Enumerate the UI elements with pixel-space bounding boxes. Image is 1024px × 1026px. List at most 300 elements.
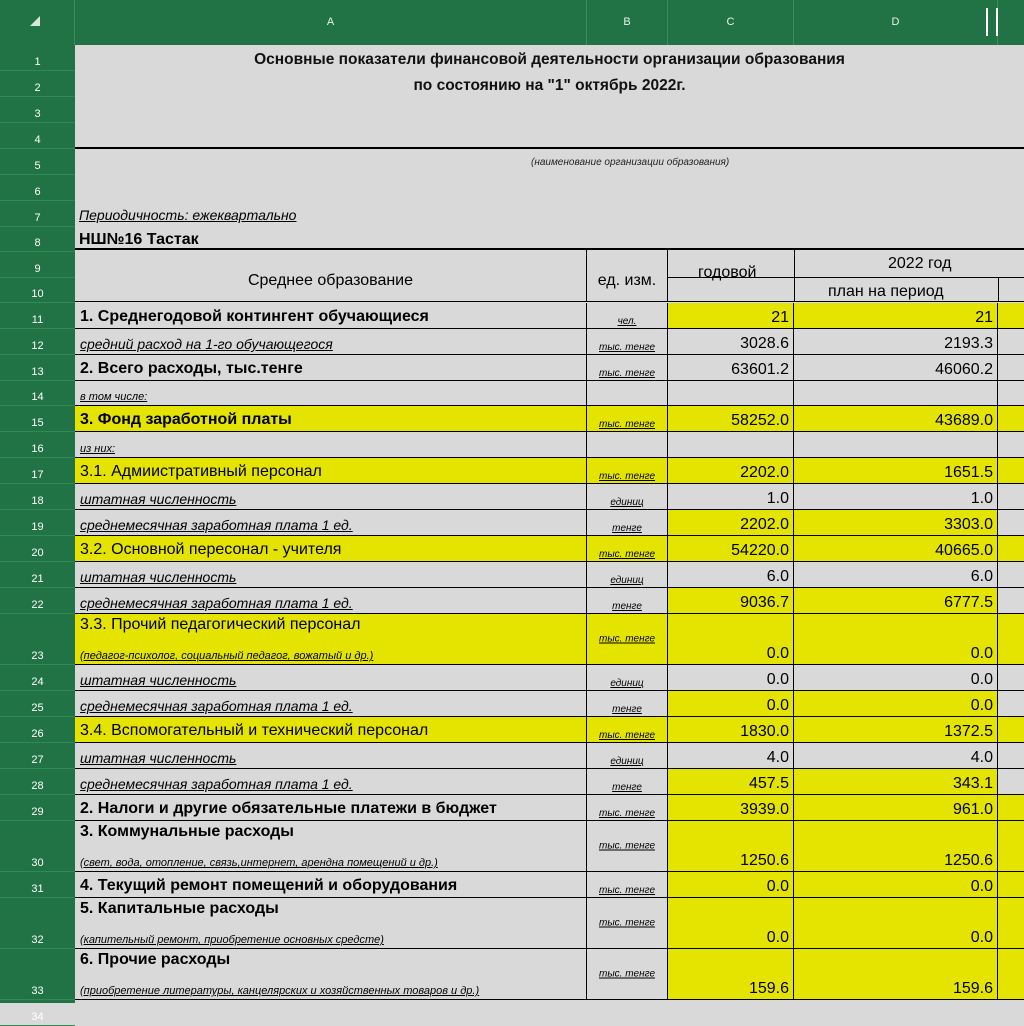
table-row [75, 536, 1024, 562]
row-label: в том числе: [80, 391, 148, 403]
row-unit: тенге [612, 782, 642, 793]
row-header-6[interactable] [0, 175, 75, 201]
select-all-corner[interactable] [0, 0, 75, 45]
row-number: 22 [31, 599, 44, 611]
cell-d[interactable] [794, 743, 998, 768]
cell-a[interactable] [75, 510, 587, 535]
cell-e[interactable] [998, 898, 1024, 948]
table-row [75, 743, 1024, 769]
row-header-31[interactable] [0, 872, 75, 898]
table-row [75, 406, 1024, 432]
row-header-12[interactable] [0, 329, 75, 355]
row-label: 2. Всего расходы, тыс.тенге [80, 360, 303, 377]
row-label: средний расход на 1-го обучающегося [80, 336, 333, 352]
value-annual: 9036.7 [740, 594, 789, 611]
value-annual: 2202.0 [740, 516, 789, 533]
value-period: 0.0 [970, 929, 993, 946]
row-header-9[interactable] [0, 252, 75, 278]
row-number: 1 [34, 56, 41, 68]
row-header-13[interactable] [0, 355, 75, 381]
row-unit: тыс. тенге [598, 885, 656, 896]
header-year: 2022 год [888, 255, 952, 272]
cell-e[interactable] [998, 691, 1024, 716]
cell-d[interactable] [794, 303, 998, 328]
cell-e[interactable] [998, 614, 1024, 664]
cell-a[interactable] [75, 665, 587, 690]
value-period: 1.0 [970, 490, 993, 507]
row-header-21[interactable] [0, 562, 75, 588]
cell-a[interactable] [75, 303, 587, 328]
cell-c[interactable] [668, 769, 794, 794]
row-number: 10 [31, 288, 44, 300]
cell-d[interactable] [794, 381, 998, 405]
cell-c[interactable] [668, 665, 794, 690]
row-header-7[interactable] [0, 201, 75, 227]
header-col-b: ед. изм. [597, 272, 657, 289]
cell-e[interactable] [998, 769, 1024, 794]
table-row [75, 872, 1024, 898]
value-annual: 0.0 [766, 671, 789, 688]
cell-c[interactable] [668, 536, 794, 561]
row-number: 12 [31, 340, 44, 352]
row-label: среднемесячная заработная плата 1 ед. [80, 776, 353, 792]
cell-c[interactable] [668, 329, 794, 354]
cell-e[interactable] [998, 536, 1024, 561]
value-annual: 63601.2 [731, 361, 789, 378]
header-cell-b[interactable] [587, 250, 668, 301]
report-title: Основные показатели финансовой деятельности организации образования [254, 51, 845, 68]
cell-a[interactable] [75, 743, 587, 768]
cell-c[interactable] [668, 484, 794, 509]
cell-b[interactable] [587, 743, 668, 768]
row-header-33[interactable] [0, 949, 75, 1000]
row-header-3[interactable] [0, 97, 75, 123]
row-unit: тыс. тенге [598, 368, 656, 379]
cell-b[interactable] [587, 484, 668, 509]
cell-d[interactable] [794, 795, 998, 820]
cell-b[interactable] [587, 795, 668, 820]
cell-c[interactable] [668, 614, 794, 664]
value-annual: 0.0 [766, 645, 789, 662]
row-header-2[interactable] [0, 71, 75, 97]
column-header-a[interactable]: A [75, 0, 587, 45]
value-annual: 0.0 [766, 929, 789, 946]
cell-e[interactable] [998, 432, 1024, 457]
row-number: 21 [31, 573, 44, 585]
cell-e[interactable] [998, 795, 1024, 820]
cell-d[interactable] [794, 691, 998, 716]
cell-e[interactable] [998, 588, 1024, 613]
cell-a[interactable] [75, 562, 587, 587]
row-header-4[interactable] [0, 123, 75, 149]
row-number: 30 [31, 857, 44, 869]
cell-e[interactable] [998, 872, 1024, 897]
table-row [75, 665, 1024, 691]
row-label: 3.2. Основной пересонал - учителя [80, 541, 342, 558]
cell-a[interactable] [75, 949, 587, 999]
row-number: 16 [31, 443, 44, 455]
row-sublabel: (свет, вода, отопление, связь,интернет, арендна помещений и др.) [80, 857, 438, 869]
row-number: 8 [34, 237, 41, 249]
row-unit: тенге [612, 704, 642, 715]
table-row [75, 303, 1024, 329]
table-header [75, 250, 1024, 302]
cell-e[interactable] [998, 743, 1024, 768]
cell-a[interactable] [75, 691, 587, 716]
cell-d[interactable] [794, 562, 998, 587]
cell-b[interactable] [587, 717, 668, 742]
row-header-22[interactable] [0, 588, 75, 614]
row-label: 3.3. Прочий педагогический персонал [80, 615, 361, 633]
table-row [75, 329, 1024, 355]
cell-e[interactable] [998, 717, 1024, 742]
row-label: 5. Капитальные расходы [80, 899, 279, 917]
row-number: 14 [31, 391, 44, 403]
table-row [75, 432, 1024, 458]
value-annual: 1830.0 [740, 723, 789, 740]
row-header-29[interactable] [0, 795, 75, 821]
cell-e[interactable] [998, 355, 1024, 380]
row-unit: тыс. тенге [598, 730, 656, 741]
table-row [75, 614, 1024, 665]
row-label: штатная численность [80, 750, 237, 766]
row-sublabel: (капительный ремонт, приобретение основных средсте) [80, 934, 384, 946]
row-label: 1. Среднегодовой контингент обучающиеся [80, 308, 429, 325]
cell-b[interactable] [587, 458, 668, 483]
cell-a[interactable] [75, 717, 587, 742]
cell-c[interactable] [668, 381, 794, 405]
cell-b[interactable] [587, 536, 668, 561]
row-number: 4 [34, 134, 41, 146]
cell-b[interactable] [587, 691, 668, 716]
cell-e[interactable] [998, 665, 1024, 690]
table-row [75, 795, 1024, 821]
cell-b[interactable] [587, 769, 668, 794]
cell-d[interactable] [794, 821, 998, 871]
row-label: штатная численность [80, 569, 237, 585]
row-header-5[interactable] [0, 149, 75, 175]
value-period: 6777.5 [944, 594, 993, 611]
table-row [75, 717, 1024, 743]
cell-b[interactable] [587, 381, 668, 405]
cell-d[interactable] [794, 769, 998, 794]
row-number: 6 [34, 186, 41, 198]
cell-d[interactable] [794, 355, 998, 380]
periodicity-label: Периодичность: ежеквартально [79, 207, 297, 223]
cell-b[interactable] [587, 898, 668, 948]
organization-name: НШ№16 Тастак [79, 231, 199, 248]
cell-b[interactable] [587, 303, 668, 328]
row-header-30[interactable] [0, 821, 75, 872]
cell-d[interactable] [794, 898, 998, 948]
row-number: 31 [31, 883, 44, 895]
row-label: штатная численность [80, 672, 237, 688]
cell-c[interactable] [668, 717, 794, 742]
select-all-icon [30, 16, 40, 26]
value-period: 6.0 [970, 568, 993, 585]
row-header-34[interactable] [0, 1000, 75, 1026]
header-col-d: план на период [828, 283, 944, 300]
row-number: 19 [31, 521, 44, 533]
table-row [75, 898, 1024, 949]
row-header-8[interactable] [0, 227, 75, 252]
column-header-d[interactable]: D [794, 0, 998, 45]
row-number: 29 [31, 806, 44, 818]
table-row [75, 691, 1024, 717]
row-unit: единиц [610, 756, 644, 767]
row-header-bar [0, 45, 75, 1023]
row-label: 6. Прочие расходы [80, 950, 231, 968]
value-annual: 1.0 [766, 490, 789, 507]
value-period: 343.1 [952, 775, 993, 792]
row-label: штатная численность [80, 491, 237, 507]
row-label: 2. Налоги и другие обязательные платежи в бюджет [80, 800, 497, 817]
row-number: 32 [31, 934, 44, 946]
cell-a[interactable] [75, 614, 587, 664]
cell-e[interactable] [998, 821, 1024, 871]
row-unit: тыс. тенге [598, 968, 656, 980]
row-header-15[interactable] [0, 406, 75, 432]
cell-c[interactable] [668, 949, 794, 999]
row-label: 3. Коммунальные расходы [80, 822, 294, 840]
cell-a[interactable] [75, 588, 587, 613]
cell-d[interactable] [794, 484, 998, 509]
row-header-14[interactable] [0, 381, 75, 406]
table-row [75, 769, 1024, 795]
cell-b[interactable] [587, 329, 668, 354]
row-unit: чел. [617, 316, 637, 327]
value-period: 0.0 [970, 671, 993, 688]
row-number: 3 [34, 108, 41, 120]
row-unit: единиц [610, 575, 644, 586]
value-period: 4.0 [970, 749, 993, 766]
table-row [75, 588, 1024, 614]
cell-d[interactable] [794, 458, 998, 483]
row-header-32[interactable] [0, 898, 75, 949]
worksheet [75, 45, 1024, 1003]
cell-d[interactable] [794, 536, 998, 561]
table-row [75, 510, 1024, 536]
cell-e[interactable] [998, 510, 1024, 535]
cell-b[interactable] [587, 821, 668, 871]
cell-b[interactable] [587, 562, 668, 587]
cell-c[interactable] [668, 303, 794, 328]
row-sublabel: (приобретение литературы, канцелярских и хозяйственных товаров и др.) [80, 985, 480, 997]
column-header-b[interactable]: B [587, 0, 668, 45]
row-header-24[interactable] [0, 665, 75, 691]
cell-b[interactable] [587, 510, 668, 535]
row-label: 3.1. Адмиистративный персонал [80, 463, 322, 480]
cell-b[interactable] [587, 614, 668, 664]
cell-c[interactable] [668, 898, 794, 948]
header-col-c: годовой [698, 264, 757, 281]
cell-d[interactable] [794, 949, 998, 999]
table-row [75, 458, 1024, 484]
cell-a[interactable] [75, 329, 587, 354]
value-annual: 4.0 [766, 749, 789, 766]
row-number: 26 [31, 728, 44, 740]
row-number: 7 [34, 212, 41, 224]
cell-a[interactable] [75, 458, 587, 483]
cell-c[interactable] [668, 691, 794, 716]
header-col-a: Среднее образование [247, 272, 414, 289]
cell-c[interactable] [668, 821, 794, 871]
row-unit: тыс. тенге [598, 633, 656, 645]
row-number: 23 [31, 650, 44, 662]
cell-b[interactable] [587, 355, 668, 380]
value-annual: 159.6 [748, 980, 789, 997]
row-unit: тыс. тенге [598, 471, 656, 482]
cell-c[interactable] [668, 355, 794, 380]
row-header-27[interactable] [0, 743, 75, 769]
value-annual: 0.0 [766, 697, 789, 714]
cell-a[interactable] [75, 484, 587, 509]
row-number: 33 [31, 985, 44, 997]
cell-c[interactable] [668, 458, 794, 483]
value-period: 46060.2 [935, 361, 993, 378]
header-cell-c[interactable] [668, 250, 795, 301]
value-period: 40665.0 [935, 542, 993, 559]
org-name-underline [75, 147, 1024, 149]
cell-a[interactable] [75, 821, 587, 871]
row-header-18[interactable] [0, 484, 75, 510]
cell-b[interactable] [587, 406, 668, 431]
value-annual: 2202.0 [740, 464, 789, 481]
value-annual: 1250.6 [740, 852, 789, 869]
value-annual: 0.0 [766, 878, 789, 895]
cell-d[interactable] [794, 588, 998, 613]
value-annual: 3939.0 [740, 801, 789, 818]
cell-b[interactable] [587, 949, 668, 999]
cell-d[interactable] [794, 406, 998, 431]
cell-c[interactable] [668, 432, 794, 457]
cell-e[interactable] [998, 484, 1024, 509]
row-header-19[interactable] [0, 510, 75, 536]
row-number: 17 [31, 469, 44, 481]
cell-c[interactable] [668, 562, 794, 587]
row-number: 13 [31, 366, 44, 378]
cell-d[interactable] [794, 329, 998, 354]
cell-b[interactable] [587, 432, 668, 457]
row-header-25[interactable] [0, 691, 75, 717]
row-number: 28 [31, 780, 44, 792]
row-header-10[interactable] [0, 278, 75, 303]
table-row [75, 562, 1024, 588]
table-row [75, 949, 1024, 1000]
value-annual: 58252.0 [731, 412, 789, 429]
column-header-c[interactable]: C [668, 0, 794, 45]
value-annual: 21 [771, 309, 789, 326]
cell-c[interactable] [668, 510, 794, 535]
cell-d[interactable] [794, 665, 998, 690]
cell-a[interactable] [75, 898, 587, 948]
cell-a[interactable] [75, 536, 587, 561]
row-header-23[interactable] [0, 614, 75, 665]
freeze-pane-divider-icon[interactable] [986, 8, 998, 36]
value-annual: 3028.6 [740, 335, 789, 352]
cell-d[interactable] [794, 614, 998, 664]
cell-d[interactable] [794, 510, 998, 535]
cell-c[interactable] [668, 406, 794, 431]
cell-c[interactable] [668, 872, 794, 897]
cell-a[interactable] [75, 872, 587, 897]
row-header-20[interactable] [0, 536, 75, 562]
cell-c[interactable] [668, 795, 794, 820]
table-row [75, 484, 1024, 510]
column-header-bar [0, 0, 1024, 45]
cell-b[interactable] [587, 665, 668, 690]
row-label: 3.4. Вспомогательный и технический персонал [80, 722, 429, 739]
value-annual: 6.0 [766, 568, 789, 585]
row-label: 4. Текущий ремонт помещений и оборудования [80, 877, 458, 894]
cell-d[interactable] [794, 432, 998, 457]
value-period: 43689.0 [935, 412, 993, 429]
cell-e[interactable] [998, 381, 1024, 405]
cell-e[interactable] [998, 329, 1024, 354]
header-cell-d[interactable] [794, 278, 999, 301]
row-header-11[interactable] [0, 303, 75, 329]
cell-e[interactable] [998, 303, 1024, 328]
row-number: 18 [31, 495, 44, 507]
row-unit: тыс. тенге [598, 549, 656, 560]
value-period: 3303.0 [944, 516, 993, 533]
cell-a[interactable] [75, 406, 587, 431]
value-period: 0.0 [970, 645, 993, 662]
cell-a[interactable] [75, 769, 587, 794]
row-header-28[interactable] [0, 769, 75, 795]
cell-a[interactable] [75, 432, 587, 457]
row-number: 27 [31, 754, 44, 766]
cell-e[interactable] [998, 562, 1024, 587]
row-unit: тыс. тенге [598, 419, 656, 430]
row-header-16[interactable] [0, 432, 75, 458]
value-period: 1250.6 [944, 852, 993, 869]
row-label: из них: [80, 443, 116, 455]
org-caption: (наименование организации образования) [531, 157, 730, 168]
row-unit: тыс. тенге [598, 342, 656, 353]
row-header-17[interactable] [0, 458, 75, 484]
header-cell-a[interactable] [75, 250, 587, 301]
header-year-group [668, 250, 1024, 301]
row-number: 9 [34, 263, 41, 275]
row-label: среднемесячная заработная плата 1 ед. [80, 698, 353, 714]
cell-a[interactable] [75, 381, 587, 405]
cell-d[interactable] [794, 872, 998, 897]
row-unit: тыс. тенге [598, 840, 656, 852]
cell-d[interactable] [794, 717, 998, 742]
row-number: 20 [31, 547, 44, 559]
cell-c[interactable] [668, 588, 794, 613]
cell-e[interactable] [998, 406, 1024, 431]
cell-c[interactable] [668, 743, 794, 768]
report-date: по состоянию на "1" октябрь 2022г. [413, 77, 686, 94]
value-period: 159.6 [952, 980, 993, 997]
value-period: 1651.5 [944, 464, 993, 481]
cell-a[interactable] [75, 795, 587, 820]
cell-e[interactable] [998, 949, 1024, 999]
row-unit: тыс. тенге [598, 808, 656, 819]
row-header-26[interactable] [0, 717, 75, 743]
cell-b[interactable] [587, 872, 668, 897]
row-header-1[interactable] [0, 45, 75, 71]
row-unit: единиц [610, 497, 644, 508]
row-unit: тыс. тенге [598, 917, 656, 929]
row-number: 24 [31, 676, 44, 688]
cell-e[interactable] [998, 458, 1024, 483]
cell-a[interactable] [75, 355, 587, 380]
cell-b[interactable] [587, 588, 668, 613]
value-annual: 457.5 [748, 775, 789, 792]
